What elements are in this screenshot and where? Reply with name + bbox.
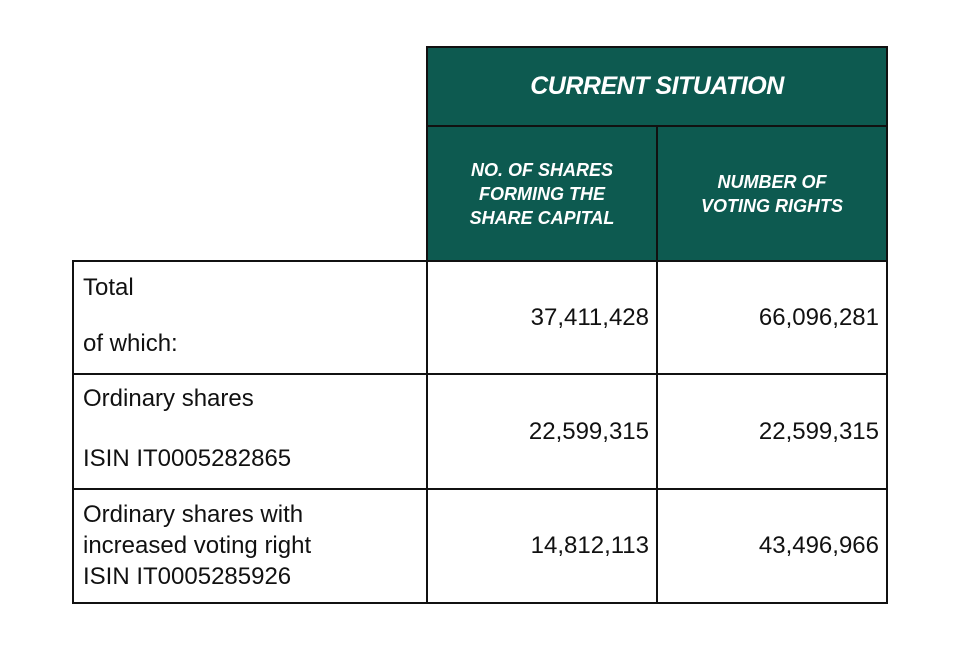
shares-column-header [426, 125, 658, 262]
shares-header-line: FORMING THE [478, 183, 605, 204]
voting-header-line: VOTING RIGHTS [700, 195, 843, 216]
total-shares-value: 37,411,428 [530, 303, 649, 331]
ordinary-shares-cell [426, 373, 658, 490]
row-label-line: Ordinary shares [83, 385, 254, 412]
current-situation-header [426, 46, 888, 127]
ordinary-shares-value: 22,599,315 [528, 417, 649, 445]
increased-voting-rights-cell [656, 488, 888, 604]
row-label-line: increased voting right [83, 532, 312, 559]
voting-rights-column-header [656, 125, 888, 262]
row-label-ordinary-shares [72, 373, 428, 490]
increased-voting-rights-value: 43,496,966 [758, 532, 879, 559]
increased-voting-shares-value: 14,812,113 [530, 532, 649, 559]
row-label-total [72, 260, 428, 375]
shares-header-line: SHARE CAPITAL [469, 207, 615, 228]
ordinary-voting-rights-value: 22,599,315 [758, 417, 879, 445]
row-label-line: Total [83, 274, 134, 301]
voting-header-line: NUMBER OF [717, 171, 827, 192]
shares-header-line: NO. OF SHARES [470, 159, 613, 180]
row-label-line: Ordinary shares with [83, 501, 304, 528]
row-label-line: ISIN IT0005285926 [83, 563, 292, 590]
increased-voting-shares-cell [426, 488, 658, 604]
ordinary-voting-rights-cell [656, 373, 888, 490]
row-label-increased-voting [72, 488, 428, 604]
total-shares-cell [426, 260, 658, 375]
group-header-label: CURRENT SITUATION [530, 72, 784, 100]
row-label-line: ISIN IT0005282865 [83, 445, 292, 472]
row-label-line: of which: [83, 330, 178, 357]
total-voting-rights-cell [656, 260, 888, 375]
total-voting-rights-value: 66,096,281 [758, 303, 879, 331]
